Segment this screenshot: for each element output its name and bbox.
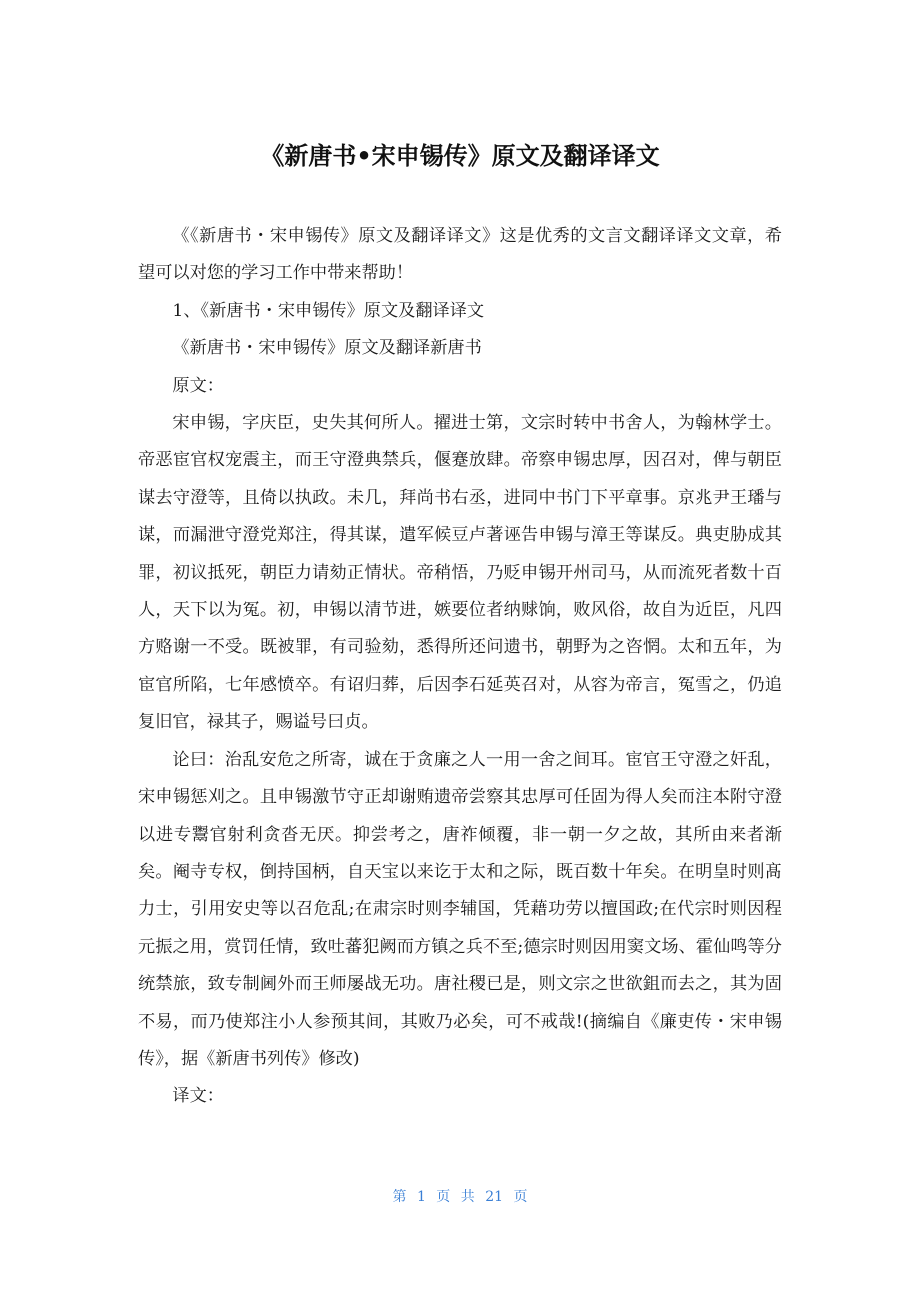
page-number-footer: 第 1 页 共 21 页 (392, 1189, 528, 1205)
translation-label: 译文： (172, 1086, 224, 1107)
subtitle-line: 《新唐书・宋申锡传》原文及翻译新唐书 (172, 338, 482, 359)
intro-paragraph: 《《新唐书・宋申锡传》原文及翻译译文》这是优秀的文言文翻译译文文章，希望可以对您的学习工作中带来帮助！ (138, 226, 782, 284)
document-body (138, 218, 782, 1116)
document-title: 《新唐书•宋申锡传》原文及翻译译文 (260, 142, 660, 170)
commentary-paragraph: 论曰：治乱安危之所寄，诚在于贪廉之人一用一舍之间耳。宦官王守澄之奸乱，宋申锡惩刈之。且申锡激节守正却谢贿遗帝尝察其忠厚可任固为得人矣而注本附守澄以进专鬻官射利贪沓无厌。抑尝考之，唐祚倾覆，非一朝一夕之故，其所由来者渐矣。阉寺专权，倒持国柄，自天宝以来讫于太和之际，既百数十年矣。在明皇时则髙力士，引用安史等以召危乱;在肃宗时则李辅国，凭藉功劳以擅国政;在代宗时则因程元振之用，赏罚任情，致吐蕃犯阙而方镇之兵不至;德宗时则因用窦文场、霍仙鸣等分统禁旅，致专制阃外而王师屡战无功。唐社稷已是，则文宗之世欲鉏而去之，其为固不易，而乃使郑注小人参预其间，其败乃必矣，可不戒哉!(摘编自《廉吏传・宋申锡传》，据《新唐书列传》修改) (138, 749, 782, 1069)
original-text-paragraph: 宋申锡，字庆臣，史失其何所人。擢进士第，文宗时转中书舍人，为翰林学士。帝恶宦官权宠震主，而王守澄典禁兵，偃蹇放肆。帝察申锡忠厚，因召对，俾与朝臣谋去守澄等，且倚以执政。未几，拜尚书右丞，进同中书门下平章事。京兆尹王璠与谋，而漏泄守澄党郑注，得其谋，遣军候豆卢著诬告申锡与漳王等谋反。典吏胁成其罪，初议抵死，朝臣力请劾正情状。帝稍悟，乃贬申锡开州司马，从而流死者数十百人，天下以为冤。初，申锡以清节进，嫉要位者纳赇饷，败风俗，故自为近臣，凡四方赂谢一不受。既被罪，有司验劾，悉得所还问遗书，朝野为之咨惘。太和五年，为宦官所陷，七年感愤卒。有诏归葬，后因李石延英召对，从容为帝言，冤雪之，仍追复旧官，禄其子，赐谥号曰贞。 (138, 413, 782, 733)
original-text-label: 原文： (172, 375, 224, 396)
section-heading: 1、《新唐书・宋申锡传》原文及翻译译文 (172, 300, 485, 321)
